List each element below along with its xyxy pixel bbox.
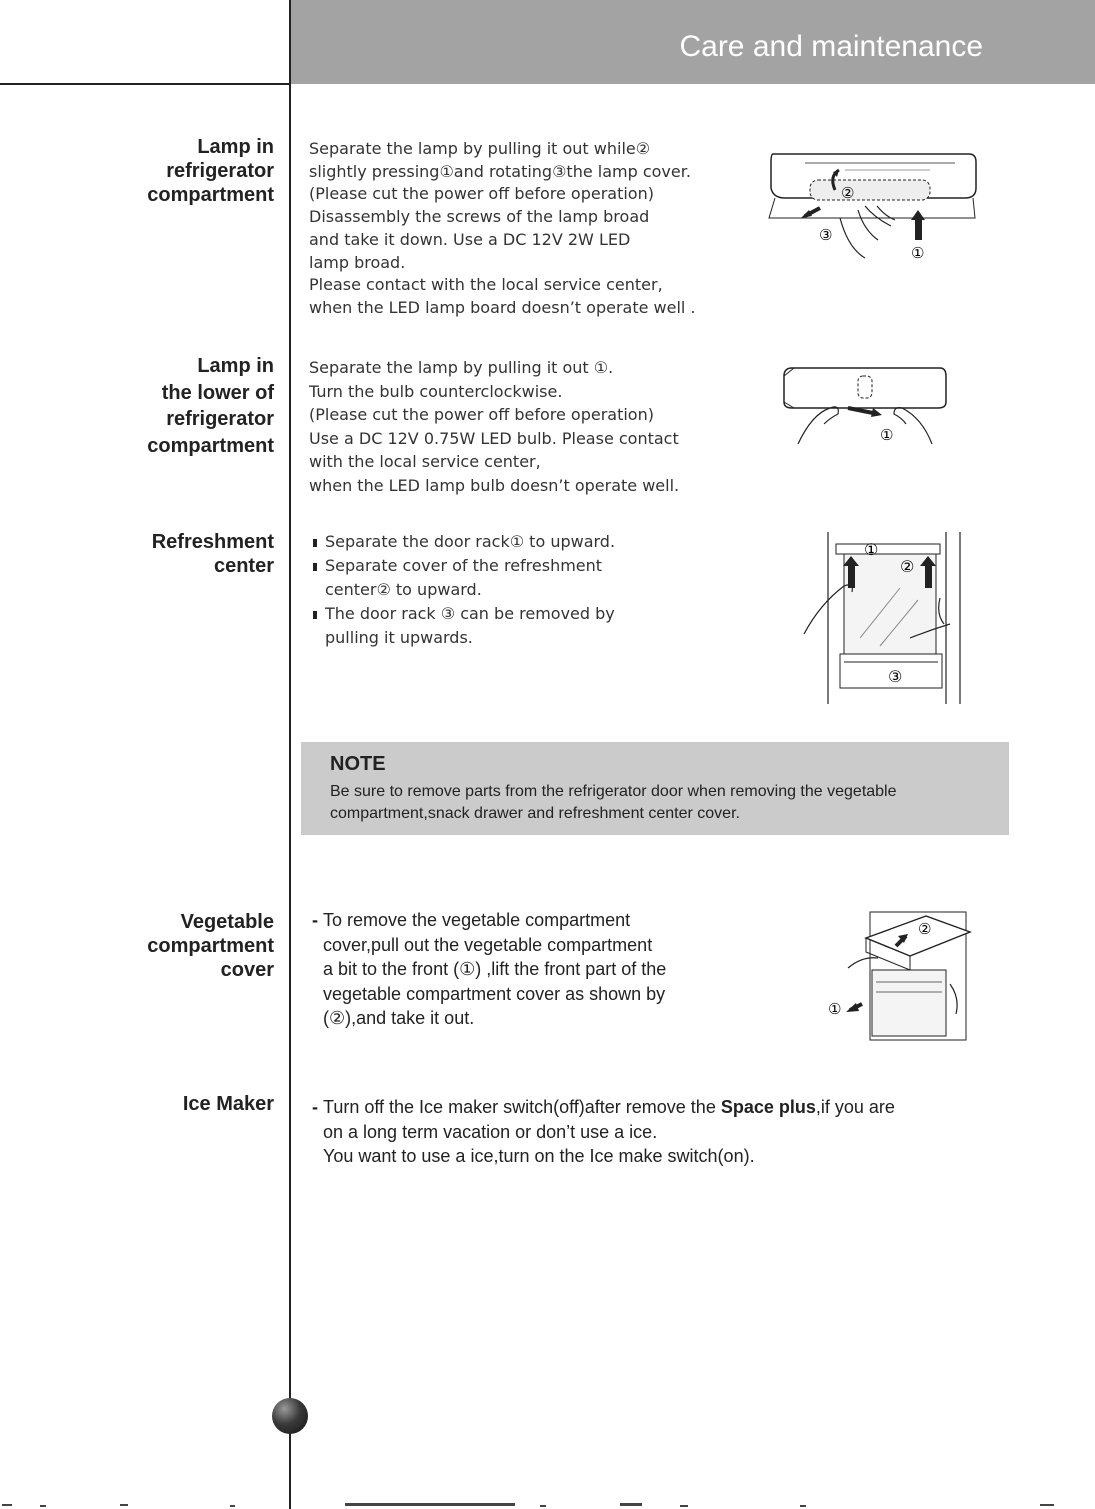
text-line: on a long term vacation or don’t use a ice. — [323, 1121, 658, 1142]
text-line: slightly pressing①and rotating③the lamp cover. — [309, 161, 691, 181]
callout-1: ① — [864, 540, 879, 559]
dash-mark: - — [312, 910, 318, 930]
section-label-ice-maker: Ice Maker — [182, 1093, 274, 1115]
text-line: cover,pull out the vegetable compartment — [323, 934, 653, 955]
text-line: (②),and take it out. — [323, 1008, 475, 1028]
refreshment-center-illustration — [800, 528, 970, 706]
section-label-vegetable: Vegetable compartment cover — [147, 911, 274, 981]
space-plus-term: Space plus — [720, 1097, 816, 1117]
callout-1: ① — [828, 1000, 842, 1018]
lamp-lower-instructions — [309, 356, 679, 497]
margin-rule — [289, 0, 291, 1509]
vegetable-instructions — [312, 908, 666, 1031]
header-divider — [0, 83, 290, 85]
text-line: The door rack ③ can be removed by — [325, 604, 615, 623]
callout-2: ② — [918, 920, 932, 938]
callout-2: ② — [900, 557, 915, 576]
callout-3: ③ — [819, 226, 833, 244]
text-line: To remove the vegetable compartment — [323, 910, 631, 930]
text-line: Separate cover of the refreshment — [325, 556, 603, 575]
bullet-mark — [313, 539, 317, 547]
text-line: (Please cut the power off before operation) — [309, 184, 654, 204]
page-marker-ball — [272, 1398, 308, 1434]
text-line: You want to use a ice,turn on the Ice make switch(on). — [323, 1146, 755, 1166]
text-line: Separate the lamp by pulling it out ①. — [309, 358, 614, 377]
list-item — [313, 554, 615, 602]
section-label-lamp-lower: Lamp in the lower of refrigerator compartment — [147, 355, 274, 457]
callout-2: ② — [841, 184, 855, 202]
note-title: NOTE — [330, 753, 386, 775]
text-run: Turn off the Ice maker switch(off)after remove the — [323, 1097, 721, 1117]
section-label-refreshment: Refreshment center — [151, 531, 274, 577]
callout-1: ① — [911, 244, 925, 262]
callout-1: ① — [880, 426, 894, 444]
text-line: (Please cut the power off before operation) — [309, 405, 654, 424]
lamp-refrigerator-instructions — [309, 138, 696, 320]
text-line: when the LED lamp bulb doesn’t operate well. — [309, 475, 680, 495]
header-band — [290, 0, 1095, 84]
vegetable-cover-illustration — [826, 908, 972, 1044]
text-line: lamp broad. — [309, 252, 406, 272]
lower-lamp-illustration — [778, 362, 950, 452]
text-line: Separate the door rack① to upward. — [325, 532, 616, 551]
page-title: Care and maintenance — [679, 30, 983, 63]
text-line: Use a DC 12V 0.75W LED bulb. Please contact — [309, 428, 679, 448]
note-text — [330, 781, 970, 825]
text-line: when the LED lamp board doesn’t operate well . — [309, 297, 696, 317]
text-line: vegetable compartment cover as shown by — [323, 983, 666, 1004]
text-line: with the local service center, — [309, 452, 541, 471]
text-line: Be sure to remove parts from the refrigerator door when removing the vegetable — [330, 783, 897, 800]
text-line: Turn the bulb counterclockwise. — [309, 381, 563, 401]
bullet-mark — [313, 563, 317, 571]
dash-mark: - — [312, 1097, 318, 1117]
text-line: and take it down. Use a DC 12V 2W LED — [309, 229, 631, 249]
print-crop-strip — [0, 1500, 1095, 1509]
text-run: ,if you are — [815, 1097, 895, 1117]
bullet-mark — [313, 611, 317, 619]
text-line: Disassembly the screws of the lamp broad — [309, 207, 650, 227]
text-line: a bit to the front (①) ,lift the front part of the — [323, 959, 667, 979]
text-line — [312, 1095, 895, 1120]
text-line: Separate the lamp by pulling it out while② — [309, 139, 651, 158]
callout-3: ③ — [888, 667, 903, 686]
list-item — [313, 602, 615, 650]
text-line: center② to upward. — [325, 580, 482, 599]
text-line: Please contact with the local service center, — [309, 275, 663, 295]
list-item — [313, 530, 615, 554]
ice-maker-instructions — [312, 1095, 895, 1169]
text-line: compartment,snack drawer and refreshment center cover. — [330, 805, 740, 822]
refreshment-steps — [313, 530, 615, 650]
text-line: pulling it upwards. — [325, 628, 473, 647]
section-label-lamp-refrigerator: Lamp in refrigerator compartment — [147, 136, 274, 206]
note-box — [301, 742, 1009, 835]
lamp-cover-illustration — [765, 148, 980, 266]
